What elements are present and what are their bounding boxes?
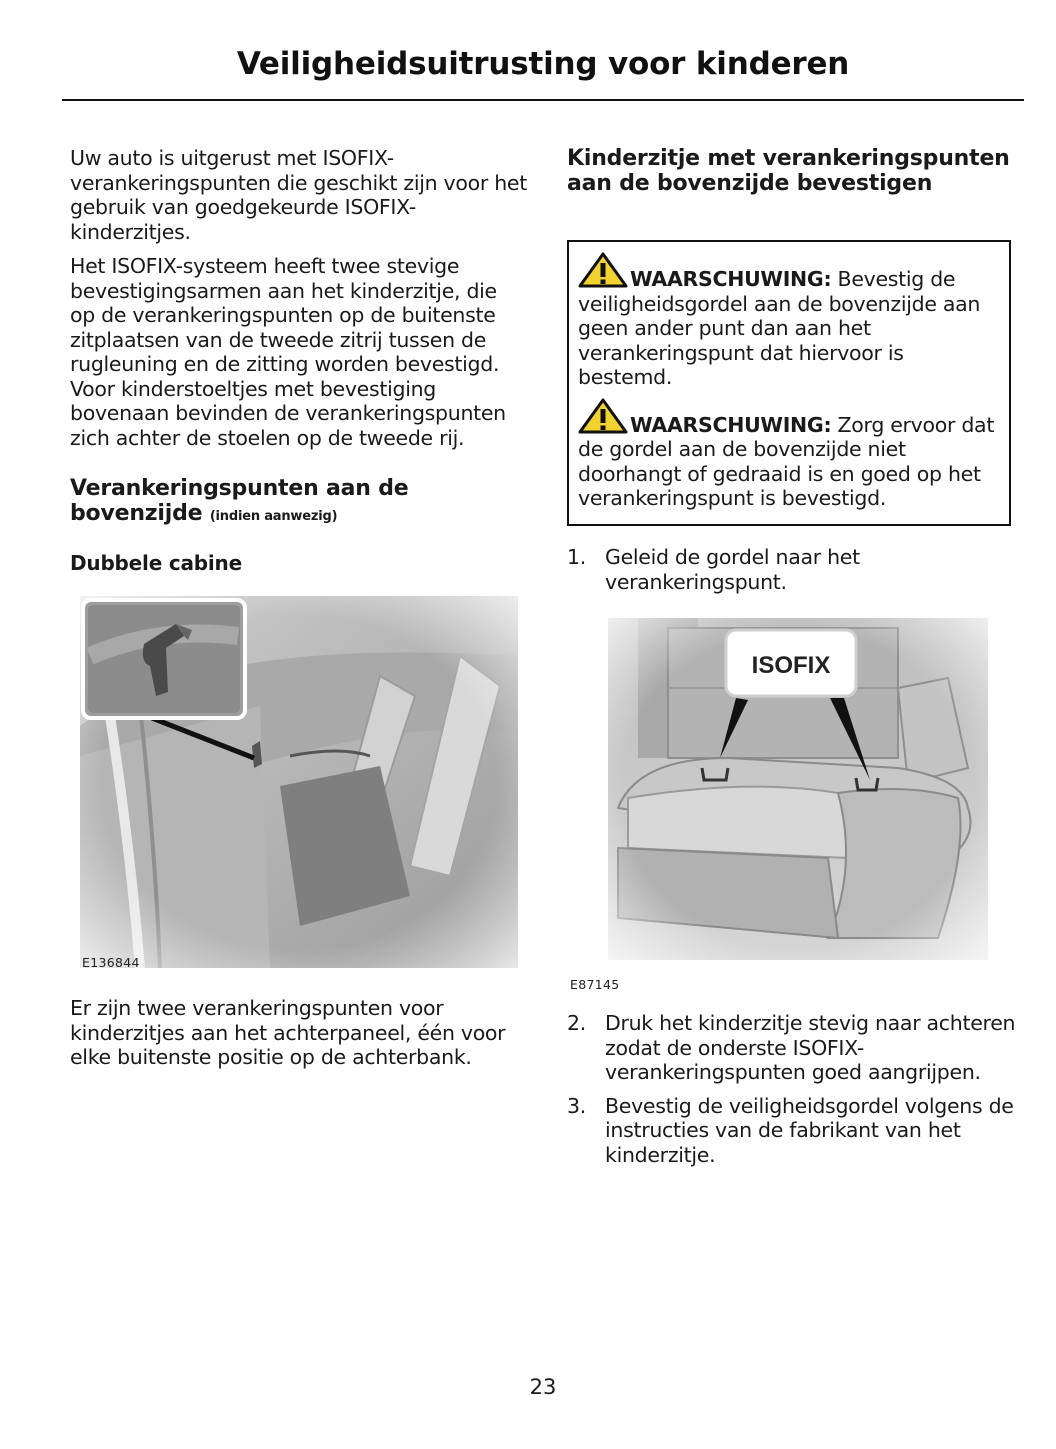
page-title: Veiligheidsuitrusting voor kinderen [236,46,850,82]
step-2-text: Druk het kinderzitje stevig naar achteren zodat de onderste ISOFIX-verankeringspunten goed aangrijpen. [605,1011,1016,1084]
heading-note: (indien aanwezig) [209,509,338,524]
step-2-number: 2. [567,1011,586,1035]
page-number: 23 [529,1375,557,1399]
left-column-bottom [70,996,528,1080]
left-figure-code: E136844 [82,955,140,970]
warning-2-text: Zorg ervoor dat de gordel aan de bovenzijde niet doorhangt of gedraaid is en goed op het verankeringspunt is bevestigd. [578,412,995,510]
warning-2 [578,398,1000,511]
step-2 [567,1011,1017,1085]
top-anchor-heading-text: Verankeringspunten aan de bovenzijde [70,476,409,526]
warning-1-label: WAARSCHUWING: [630,267,832,291]
isofix-seat-illustration [608,618,988,960]
step-1 [567,545,1017,594]
double-cab-subheading: Dubbele cabine [70,551,242,575]
step-1-block [567,545,1017,594]
isofix-system-paragraph: Het ISOFIX-systeem heeft twee stevige bevestigingsarmen aan het kinderzitje, die op de verankeringspunten op de buitenste zitplaatsen van de tweede zitrij tussen de rugleuning en de zitting worden bevestigd. Voor kinderstoeltjes met bevestiging bovenaan bevinden de verankeringspunten zich achter de stoelen op de tweede rij. [70,254,506,450]
warning-triangle-icon [578,252,628,288]
right-column [567,146,1017,196]
title-divider [62,99,1024,101]
step-3-text: Bevestig de veiligheidsgordel volgens de instructies van de fabrikant van het kinderzitje. [605,1093,1014,1167]
step-3 [567,1094,1017,1168]
intro-paragraph: Uw auto is uitgerust met ISOFIX-verankeringspunten die geschikt zijn voor het gebruik van goedgekeurde ISOFIX-kinderzitjes. [70,146,527,244]
right-figure-code: E87145 [570,977,620,992]
rear-panel-anchor-figure [80,596,518,968]
rear-panel-illustration [80,596,518,968]
isofix-label: ISOFIX [751,652,831,679]
rear-panel-paragraph: Er zijn twee verankeringspunten voor kinderzitjes aan het achterpaneel, één voor elke buitenste positie op de achterbank. [70,996,506,1069]
top-anchor-heading [70,476,528,529]
warning-1-text: Bevestig de veiligheidsgordel aan de bovenzijde aan geen ander punt dan aan het verankeringspunt dat hiervoor is bestemd. [578,267,981,389]
step-3-number: 3. [567,1093,586,1118]
warning-2-label: WAARSCHUWING: [630,412,832,437]
attach-seat-heading: Kinderzitje met verankeringspunten aan de bovenzijde bevestigen [567,146,1010,196]
step-1-number: 1. [567,545,586,569]
warning-1 [578,252,1000,390]
warning-box [567,240,1011,526]
warning-triangle-icon [578,398,628,434]
step-1-text: Geleid de gordel naar het verankeringspunt. [605,545,860,594]
isofix-seat-figure [608,618,988,960]
left-column [70,146,528,575]
steps-2-3-block [567,1011,1017,1167]
